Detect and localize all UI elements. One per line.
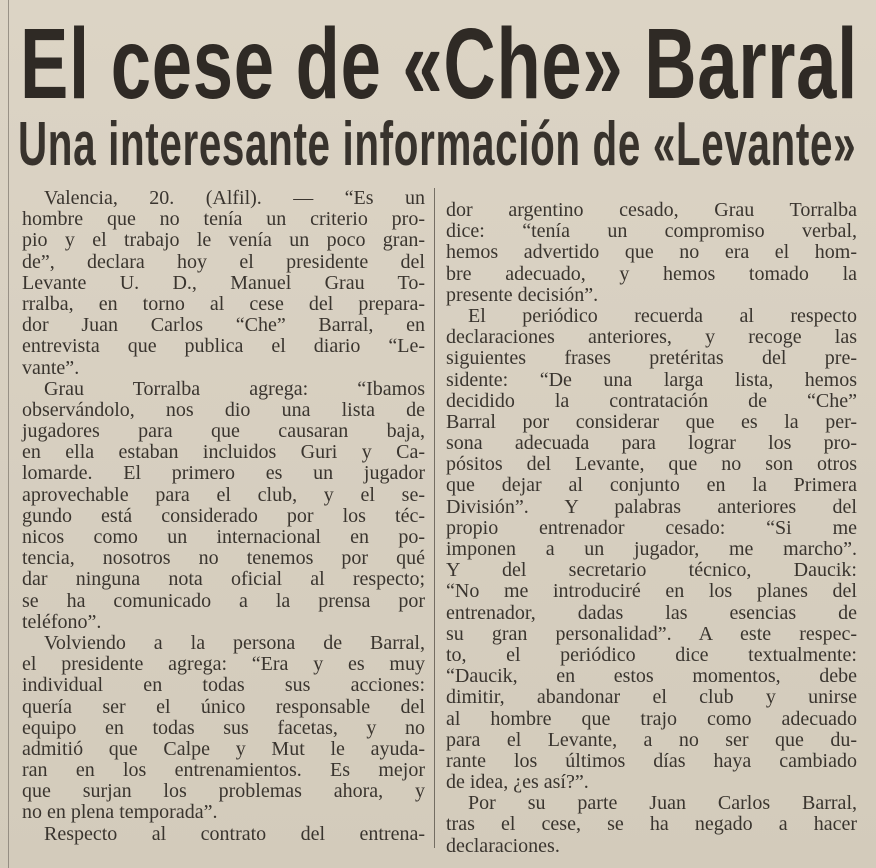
text-line: sidente: “De una larga lista, hemos [446, 368, 857, 391]
headline: El cese de «Che» Barral [20, 8, 858, 120]
text-line: gundo está considerado por los téc- [22, 504, 425, 527]
text-line: teléfono”. [22, 610, 102, 633]
text-line: lomarde. El primero es un jugador [22, 462, 425, 485]
text-line: pio y el trabajo le venía un poco gran- [22, 229, 425, 252]
text-line: aprovechable para el club, y el se- [22, 483, 425, 506]
text-line: entrevista que publica el diario “Le- [22, 335, 425, 358]
left-border-rule [8, 0, 9, 868]
paragraph [446, 306, 857, 793]
text-line: rante los últimos días haya cambiado [446, 749, 857, 772]
text-line: de”, declara hoy el presidente del [22, 250, 425, 273]
paragraph [446, 200, 857, 306]
column-divider [434, 188, 435, 848]
paragraph [22, 188, 425, 379]
text-line: Levante U. D., Manuel Grau To- [22, 271, 425, 294]
text-line: tencia, nosotros no tenemos por qué [22, 547, 425, 570]
text-line: sona adecuada para lograr los pro- [446, 432, 857, 455]
text-line: de idea, ¿es así?”. [446, 771, 589, 794]
text-line: Y del secretario técnico, Daucik: [446, 559, 857, 582]
text-line: dor argentino cesado, Grau Torralba [446, 199, 857, 221]
text-line: Volviendo a la persona de Barral, [44, 631, 425, 654]
text-line: hombre que no tenía un criterio pro- [22, 208, 425, 231]
text-line: bre adecuado, y hemos tomado la [446, 262, 857, 285]
subheadline: Una interesante información de «Levante» [18, 110, 857, 179]
text-line: rralba, en torno al cese del prepara- [22, 292, 425, 315]
text-line: dar ninguna nota oficial al respecto; [22, 568, 425, 591]
text-line: dor Juan Carlos “Che” Barral, en [22, 314, 425, 337]
text-line: no en plena temporada”. [22, 801, 218, 824]
text-line: “No me introduciré en los planes del [446, 580, 857, 603]
text-line: Grau Torralba agrega: “Ibamos [44, 377, 425, 400]
text-line: pósitos del Levante, que no son otros [446, 453, 857, 476]
text-line: declaraciones anteriores, y recoge las [446, 326, 857, 349]
paragraph [22, 824, 425, 845]
text-line: observándolo, nos dio una lista de [22, 398, 425, 421]
text-line: tras el cese, se ha negado a hacer [446, 813, 857, 836]
text-line: Por su parte Juan Carlos Barral, [468, 792, 857, 815]
text-line: en ella estaban incluidos Guri y Ca- [22, 441, 425, 464]
text-line: para el Levante, a no ser que du- [446, 728, 857, 751]
text-line: al hombre que trajo como adecuado [446, 707, 857, 730]
text-line: siguientes frases pretéritas del pre- [446, 347, 857, 370]
text-line: División”. Y palabras anteriores del [446, 495, 857, 518]
text-line: quería ser el único responsable del [22, 695, 425, 718]
text-line: que dejar al conjunto en la Primera [446, 474, 857, 497]
text-line: Valencia, 20. (Alfil). — “Es un [44, 187, 425, 209]
text-line: entrenador, dadas las esencias de [446, 601, 857, 624]
text-line: El periódico recuerda al respecto [468, 304, 857, 327]
text-line: que surjan los problemas ahora, y [22, 780, 425, 803]
paragraph [22, 633, 425, 824]
text-line: equipo en todas sus facetas, y no [22, 716, 425, 739]
text-line: dimitir, abandonar el club y unirse [446, 686, 857, 709]
text-line: su gran personalidad”. A este respec- [446, 622, 857, 645]
text-line: se ha comunicado a la prensa por [22, 589, 425, 612]
text-line: propio entrenador cesado: “Si me [446, 516, 857, 539]
text-line: ran en los entrenamientos. Es mejor [22, 759, 425, 782]
text-line: declaraciones. [446, 834, 560, 857]
text-line: “Daucik, en estos momentos, debe [446, 665, 857, 688]
text-line: hemos advertido que no era el hom- [446, 241, 857, 264]
text-line: decidido la contratación de “Che” [446, 389, 857, 412]
paragraph [22, 379, 425, 633]
text-line: nicos como un internacional en po- [22, 526, 425, 548]
text-line: vante”. [22, 356, 80, 379]
text-line: individual en todas sus acciones: [22, 674, 425, 697]
article-column-right [446, 200, 857, 857]
article-column-left [22, 188, 425, 845]
text-line: presente decisión”. [446, 283, 599, 306]
text-line: Barral por considerar que es la per- [446, 410, 857, 433]
text-line: Respecto al contrato del entrena- [44, 822, 425, 845]
paragraph [446, 793, 857, 857]
text-line: el presidente agrega: “Era y es muy [22, 653, 425, 676]
text-line: dice: “tenía un compromiso verbal, [446, 220, 857, 243]
text-line: to, el periódico dice textualmente: [446, 643, 857, 666]
text-line: admitió que Calpe y Mut le ayuda- [22, 737, 425, 760]
text-line: jugadores para que causaran baja, [22, 420, 425, 443]
text-line: imponen a un jugador, me marcho”. [446, 538, 857, 560]
